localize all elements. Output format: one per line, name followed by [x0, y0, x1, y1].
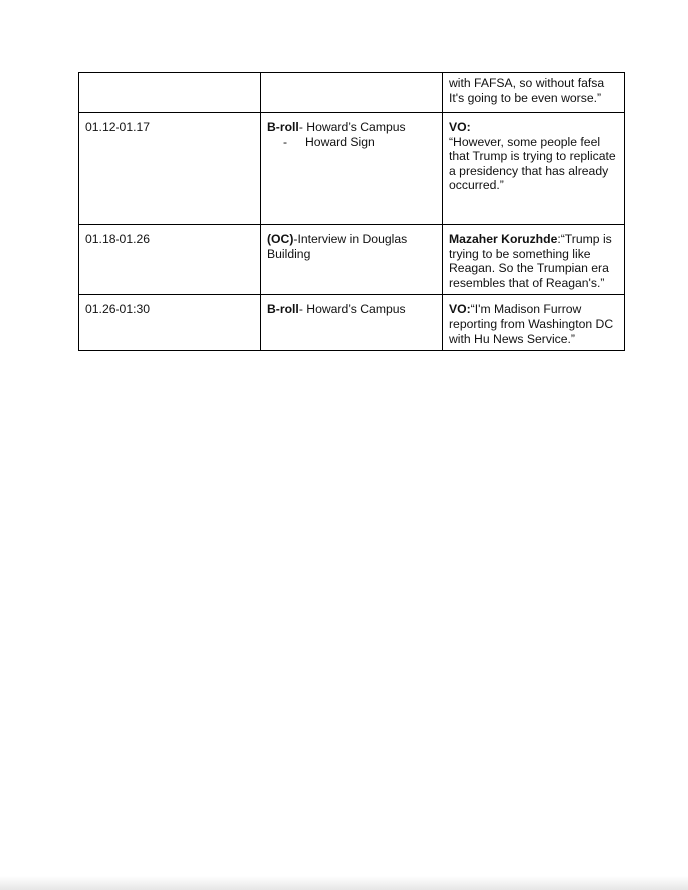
time-cell: 01.26-01:30	[79, 295, 261, 351]
list-dash: -	[283, 134, 288, 149]
time-cell	[79, 73, 261, 113]
video-text: -Interview in Douglas Building	[267, 232, 408, 261]
audio-cell	[443, 113, 625, 225]
audio-text: “However, some people feel that Trump is trying to replicate a presidency that has already occurred.”	[449, 134, 616, 193]
table-row	[79, 113, 625, 225]
table-row	[79, 73, 625, 113]
audio-cell	[443, 225, 625, 295]
audio-cell	[443, 295, 625, 351]
table-row	[79, 295, 625, 351]
video-cell	[261, 225, 443, 295]
audio-bold-label: VO:	[449, 120, 471, 134]
video-text: - Howard’s Campus	[298, 302, 406, 317]
video-line	[267, 120, 436, 135]
video-cell	[261, 295, 443, 351]
script-table	[78, 72, 625, 351]
audio-text: :“Trump is trying to be something like Reagan. So the Trumpian era resembles that of Reagan's.”	[449, 232, 612, 290]
video-sub-item	[267, 135, 436, 150]
time-cell: 01.12-01.17	[79, 113, 261, 225]
time-cell: 01.18-01.26	[79, 225, 261, 295]
video-cell	[261, 73, 443, 113]
audio-text: “I'm Madison Furrow reporting from Washington DC with Hu News Service.”	[449, 302, 614, 346]
table-row	[79, 225, 625, 295]
video-bold-label: B-roll	[267, 120, 299, 134]
audio-text: with FAFSA, so without fafsa It's going to be even worse.”	[449, 76, 605, 105]
video-bold-label: (OC)	[267, 232, 294, 246]
audio-bold-label: VO:	[449, 302, 471, 317]
audio-bold-label: Mazaher Koruzhde	[449, 232, 558, 246]
video-text: - Howard’s Campus	[298, 120, 406, 134]
video-cell	[261, 113, 443, 225]
video-sub-text: Howard Sign	[305, 134, 375, 149]
page-bottom-shadow	[0, 876, 688, 890]
audio-cell	[443, 73, 625, 113]
video-bold-label: B-roll	[267, 302, 299, 317]
